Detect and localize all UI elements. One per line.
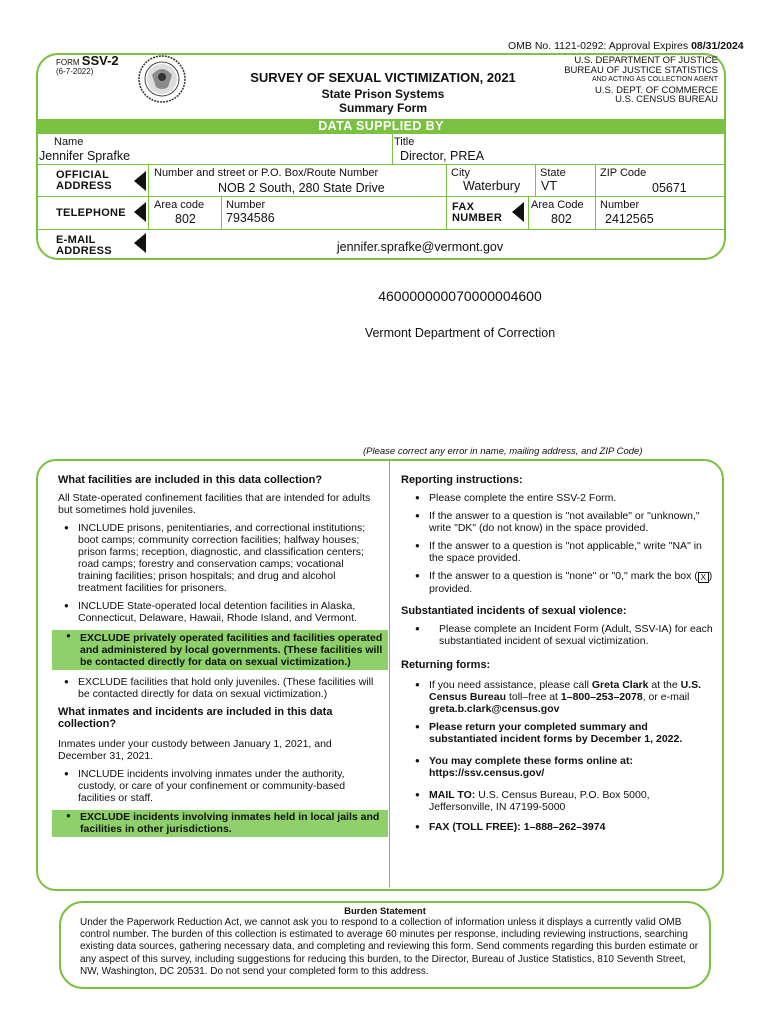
name-field[interactable]: Jennifer Sprafke: [39, 149, 131, 163]
email-label: E-MAIL ADDRESS: [56, 234, 112, 257]
list-item: ● INCLUDE State-operated local detention facilities in Alaska, Connecticut, Delaware, Hawaii, Rhode Island, and Vermont.: [50, 600, 376, 624]
list-item: ● If you need assistance, please call Greta Clark at the U.S. Census Bureau toll–free at 1–800–253–2078, or e-mail greta.b.clark@census.gov: [401, 679, 713, 715]
agency-block: U.S. DEPARTMENT OF JUSTICE BUREAU OF JUSTICE STATISTICS AND ACTING AS COLLECTION AGENT U.S. DEPT. OF COMMERCE U.S. CENSUS BUREAU: [564, 55, 718, 105]
substantiated-heading: Substantiated incidents of sexual violence:: [401, 605, 627, 617]
telephone-label: TELEPHONE: [56, 207, 126, 219]
name-label: Name: [54, 136, 84, 148]
phone-number-label: Number: [226, 199, 266, 211]
list-item: ● If the answer to a question is "not available" or "unknown," write "DK" (do not know) in the space provided.: [401, 510, 713, 534]
facility-name: Vermont Department of Correction: [364, 326, 556, 340]
list-item: ● INCLUDE incidents involving inmates under the authority, custody, or care of your confinement or community-based facilities or staff.: [50, 768, 376, 804]
survey-subtitle: State Prison Systems: [321, 87, 445, 101]
returning-heading: Returning forms:: [401, 659, 491, 671]
fax-area-label: Area Code: [531, 199, 584, 211]
list-item: ● INCLUDE prisons, penitentiaries, and correctional institutions; boot camps; community correction facilities; halfway houses; prison farms; reception, diagnostic, and classification centers; road camps; forestry and conservation camps; vocational training facilities; prison hospitals; and drug and alcohol treatment facilities for prisoners.: [50, 522, 376, 594]
divider: [148, 164, 149, 196]
list-item: ● MAIL TO: U.S. Census Bureau, P.O. Box 5000, Jeffersonville, IN 47199-5000: [401, 789, 713, 813]
survey-form-type: Summary Form: [338, 101, 428, 115]
divider: [446, 164, 447, 196]
list-item: ● If the answer to a question is "none" or "0," mark the box ( X ) provided.: [401, 570, 713, 595]
data-supplied-band: DATA SUPPLIED BY: [36, 119, 726, 134]
street-label: Number and street or P.O. Box/Route Number: [154, 167, 379, 179]
fax-number-field[interactable]: 2412565: [605, 212, 654, 226]
divider: [595, 164, 596, 196]
divider: [595, 196, 596, 229]
official-address-label: OFFICIAL ADDRESS: [56, 169, 112, 192]
divider: [36, 196, 724, 197]
correction-note: (Please correct any error in name, mailing address, and ZIP Code): [363, 446, 643, 457]
right-column: [401, 474, 713, 839]
list-item-highlight: ● EXCLUDE incidents involving inmates held in local jails and facilities in other jurisdictions.: [52, 810, 388, 837]
fax-number-label: FAX NUMBER: [452, 201, 503, 224]
email-field[interactable]: jennifer.sprafke@vermont.gov: [336, 240, 504, 254]
arrow-pointer-icon: [134, 171, 146, 191]
divider: [392, 134, 393, 164]
fax-number-sublabel: Number: [600, 199, 640, 211]
list-item: ● Please complete the entire SSV-2 Form.: [401, 492, 713, 504]
divider: [36, 164, 724, 165]
burden-text: Under the Paperwork Reduction Act, we cannot ask you to respond to a collection of information unless it displays a currently valid OMB control number. The burden of this collection is estimated to average 60 minutes per response, including reviewing instructions, searching existing data sources, gathering necessary data, and completing and reviewing this form. Send comments regarding this burden estimate or any aspect of this survey, including suggestions for reducing this burden, to the Director, Bureau of Justice Statistics, 810 Seventh Street, NW, Washington, DC 20531. Do not send your completed form to this address.: [80, 917, 699, 977]
arrow-pointer-icon: [134, 202, 146, 222]
list-item: ● Please return your completed summary and substantiated incident forms by December 1, 2022.: [401, 721, 713, 745]
state-label: State: [540, 167, 566, 179]
state-field[interactable]: VT: [541, 179, 557, 193]
arrow-pointer-icon: [134, 233, 146, 253]
facility-id: 460000000070000004600: [378, 288, 542, 304]
city-field[interactable]: Waterbury: [463, 179, 521, 193]
divider: [148, 196, 149, 229]
divider: [535, 164, 536, 196]
arrow-pointer-icon: [512, 202, 524, 222]
left-column: [58, 474, 383, 843]
list-item: ● Please complete an Incident Form (Adult, SSV-IA) for each substantiated incident of sexual victimization.: [401, 623, 713, 647]
column-divider: [389, 461, 390, 887]
phone-number-field[interactable]: 7934586: [226, 211, 275, 225]
list-item-highlight: ● EXCLUDE privately operated facilities and facilities operated and administered by local governments. (These facilities will be contacted directly for data on sexual victimization.): [52, 630, 388, 670]
zip-field[interactable]: 05671: [652, 181, 687, 195]
omb-approval: OMB No. 1121-0292: Approval Expires 08/31/2024: [508, 40, 744, 52]
reporting-heading: Reporting instructions:: [401, 474, 523, 486]
list-item: ● If the answer to a question is "not applicable," write "NA" in the space provided.: [401, 540, 713, 564]
area-code-label: Area code: [154, 199, 205, 211]
area-code-field[interactable]: 802: [175, 212, 196, 226]
title-label: Title: [394, 136, 415, 148]
inmates-answer: Inmates under your custody between January 1, 2021, and December 31, 2021.: [58, 738, 332, 762]
email-link[interactable]: greta.b.clark@census.gov: [429, 703, 560, 715]
facilities-question: What facilities are included in this data collection?: [58, 474, 323, 486]
list-item: ● FAX (TOLL FREE): 1–888–262–3974: [401, 821, 713, 833]
inmates-question: What inmates and incidents are included in this data collection?: [58, 706, 333, 730]
facilities-answer: All State-operated confinement facilities that are intended for adults but sometimes hold juveniles.: [58, 492, 371, 516]
survey-title: SURVEY OF SEXUAL VICTIMIZATION, 2021: [250, 70, 516, 85]
street-field[interactable]: NOB 2 South, 280 State Drive: [218, 181, 385, 195]
divider: [36, 229, 724, 230]
list-item: ● EXCLUDE facilities that hold only juveniles. (These facilities will be contacted directly for data on sexual victimization.): [50, 676, 376, 700]
city-label: City: [451, 167, 470, 179]
fax-area-field[interactable]: 802: [551, 212, 572, 226]
zip-label: ZIP Code: [600, 167, 647, 179]
form-id: FORM SSV-2 (6-7-2022): [56, 53, 119, 76]
divider: [221, 196, 222, 229]
doj-seal-icon: [138, 55, 186, 103]
burden-title: Burden Statement: [344, 906, 426, 917]
divider: [528, 196, 529, 229]
title-field[interactable]: Director, PREA: [400, 149, 485, 163]
checkbox-icon: X: [698, 572, 709, 583]
online-link[interactable]: ● You may complete these forms online at: https://ssv.census.gov/: [401, 755, 713, 779]
divider: [446, 196, 447, 229]
